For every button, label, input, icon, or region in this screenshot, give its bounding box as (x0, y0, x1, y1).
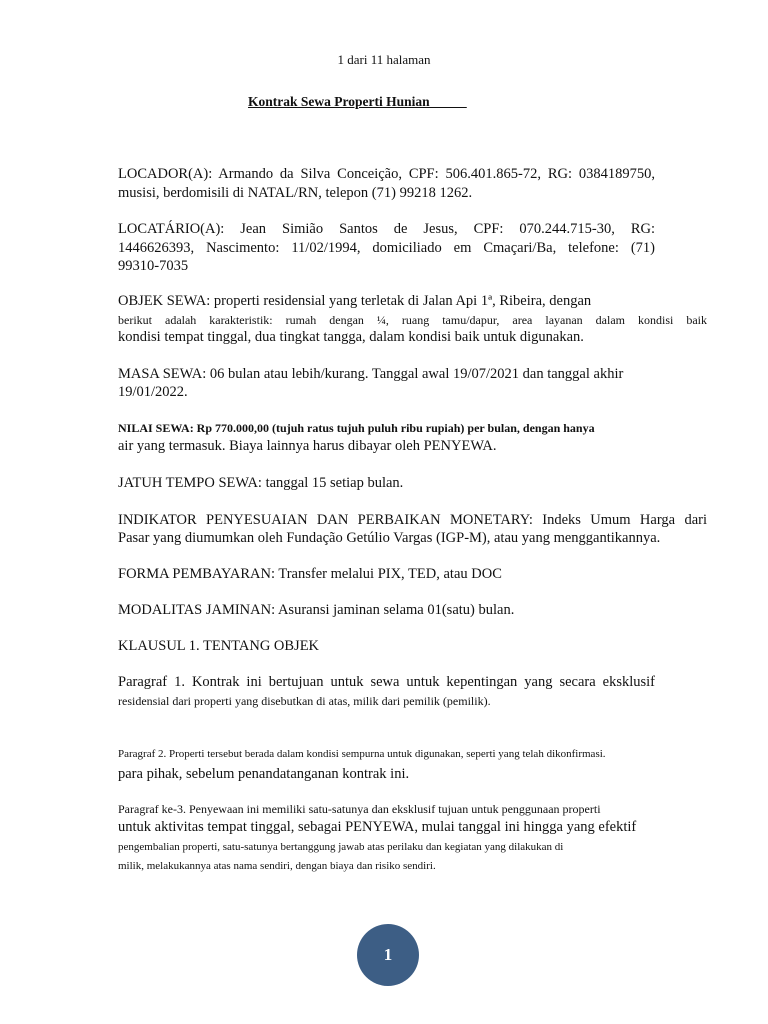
paragraf-3-line-1: Paragraf ke-3. Penyewaan ini memiliki satu-satunya dan eksklusif tujuan untuk penggunaan properti (118, 802, 601, 816)
locatario-line-2: 1446626393, Nascimento: 11/02/1994, domiciliado em Cmaçari/Ba, telefone: (71) (118, 240, 655, 256)
page-counter: 1 dari 11 halaman (337, 52, 431, 67)
objek-sewa-line-1: OBJEK SEWA: properti residensial yang terletak di Jalan Api 1ª, Ribeira, dengan (118, 293, 592, 309)
paragraf-3-line-2: untuk aktivitas tempat tinggal, sebagai PENYEWA, mulai tanggal ini hingga yang efektif (118, 819, 637, 835)
forma-pembayaran-line: FORMA PEMBAYARAN: Transfer melalui PIX, TED, atau DOC (118, 566, 502, 582)
klausul-1-heading: KLAUSUL 1. TENTANG OBJEK (118, 638, 320, 654)
paragraf-2-line-2: para pihak, sebelum penandatanganan kontrak ini. (118, 766, 410, 782)
locador-line-1: LOCADOR(A): Armando da Silva Conceição, CPF: 506.401.865-72, RG: 0384189750, (118, 166, 655, 182)
locador-line-2: musisi, berdomisili di NATAL/RN, telepon (71) 99218 1262. (118, 185, 473, 201)
indikator-line-2: Pasar yang diumumkan oleh Fundação Getúlio Vargas (IGP-M), atau yang menggantikannya. (118, 530, 661, 546)
locatario-line-1: LOCATÁRIO(A): Jean Simião Santos de Jesus, CPF: 070.244.715-30, RG: (118, 221, 655, 237)
paragraf-2-line-1: Paragraf 2. Properti tersebut berada dalam kondisi sempurna untuk digunakan, seperti yang telah dikonfirmasi. (118, 748, 606, 760)
objek-sewa-line-2: berikut adalah karakteristik: rumah dengan ¼, ruang tamu/dapur, area layanan dalam kondisi baik (118, 313, 707, 327)
nilai-sewa-line-2: air yang termasuk. Biaya lainnya harus dibayar oleh PENYEWA. (118, 438, 497, 454)
indikator-line-1: INDIKATOR PENYESUAIAN DAN PERBAIKAN MONETARY: Indeks Umum Harga dari (118, 512, 707, 528)
masa-sewa-line-2: 19/01/2022. (118, 384, 188, 400)
paragraf-3-line-3: pengembalian properti, satu-satunya bertanggung jawab atas perilaku dan kegiatan yang dilakukan di (118, 841, 564, 853)
page-number-badge: 1 (357, 924, 419, 986)
paragraf-1-line-1: Paragraf 1. Kontrak ini bertujuan untuk sewa untuk kepentingan yang secara eksklusif (118, 674, 655, 690)
document-title: Kontrak Sewa Properti Hunian (248, 94, 467, 109)
masa-sewa-line-1: MASA SEWA: 06 bulan atau lebih/kurang. Tanggal awal 19/07/2021 dan tanggal akhir (118, 366, 624, 382)
locatario-line-3: 99310-7035 (118, 258, 189, 274)
paragraf-1-line-2: residensial dari properti yang disebutkan di atas, milik dari pemilik (pemilik). (118, 694, 491, 708)
modalitas-jaminan-line: MODALITAS JAMINAN: Asuransi jaminan selama 01(satu) bulan. (118, 602, 515, 618)
objek-sewa-line-3: kondisi tempat tinggal, dua tingkat tangga, dalam kondisi baik untuk digunakan. (118, 329, 584, 345)
paragraf-3-line-4: milik, melakukannya atas nama sendiri, dengan biaya dan risiko sendiri. (118, 860, 436, 872)
jatuh-tempo-line: JATUH TEMPO SEWA: tanggal 15 setiap bulan. (118, 475, 404, 491)
nilai-sewa-line-1: NILAI SEWA: Rp 770.000,00 (tujuh ratus tujuh puluh ribu rupiah) per bulan, dengan hanya (118, 421, 595, 435)
